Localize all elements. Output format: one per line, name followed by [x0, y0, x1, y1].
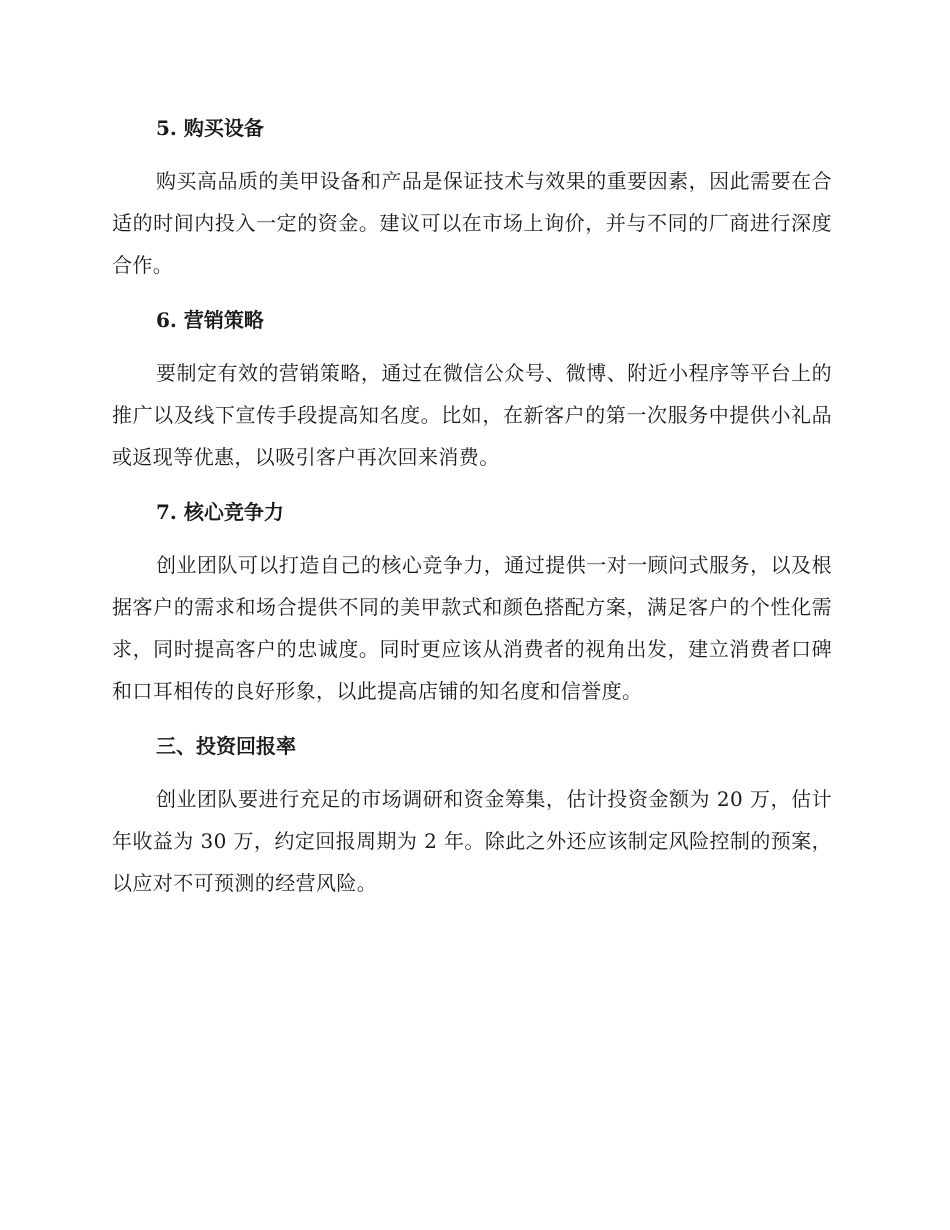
section-heading: 三、投资回报率 — [156, 734, 296, 758]
section-paragraph: 创业团队要进行充足的市场调研和资金筹集，估计投资金额为 20 万，估计年收益为 30 万，约定回报周期为 2 年。除此之外还应该制定风险控制的预案，以应对不可预测的经营风险。 — [112, 787, 832, 895]
section-heading: 6. 营销策略 — [156, 308, 264, 332]
document-page — [112, 108, 832, 918]
section-paragraph: 要制定有效的营销策略，通过在微信公众号、微博、附近小程序等平台上的推广以及线下宣传手段提高知名度。比如，在新客户的第一次服务中提供小礼品或返现等优惠，以吸引客户再次回来消费。 — [112, 361, 832, 469]
section-purchase-equipment — [112, 108, 832, 286]
section-paragraph: 创业团队可以打造自己的核心竞争力，通过提供一对一顾问式服务，以及根据客户的需求和场合提供不同的美甲款式和颜色搭配方案，满足客户的个性化需求，同时提高客户的忠诚度。同时更应该从消费者的视角出发，建立消费者口碑和口耳相传的良好形象，以此提高店铺的知名度和信誉度。 — [112, 553, 832, 703]
section-paragraph: 购买高品质的美甲设备和产品是保证技术与效果的重要因素，因此需要在合适的时间内投入一定的资金。建议可以在市场上询价，并与不同的厂商进行深度合作。 — [112, 169, 832, 277]
section-core-competitiveness — [112, 492, 832, 712]
section-marketing-strategy — [112, 300, 832, 478]
section-return-on-investment — [112, 726, 832, 904]
section-heading: 5. 购买设备 — [156, 116, 264, 140]
section-heading: 7. 核心竞争力 — [156, 500, 284, 524]
